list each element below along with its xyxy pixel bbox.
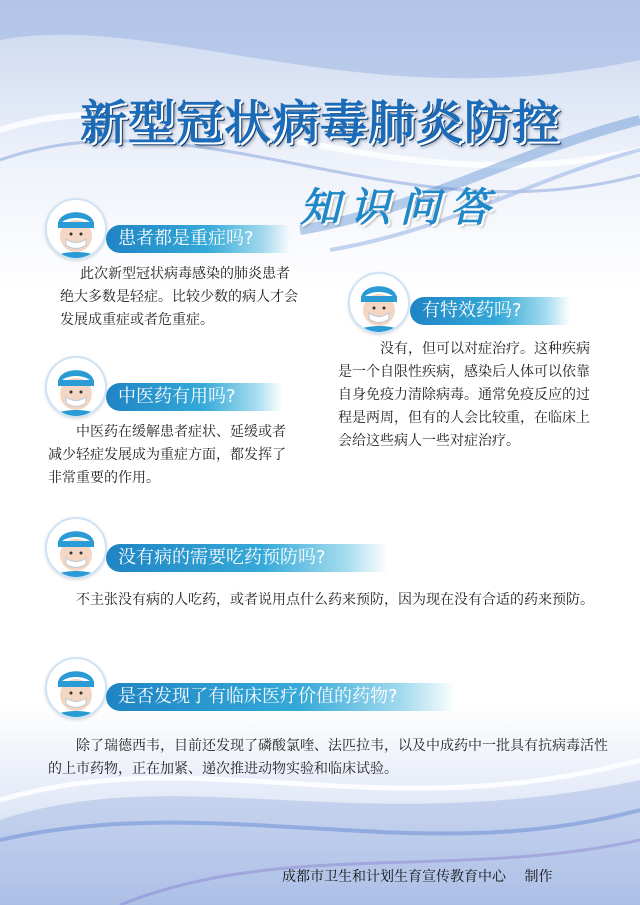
answer-1: 此次新型冠状病毒感染的肺炎患者绝大多数是轻症。比较少数的病人才会发展成重症或者危重症。 (60, 266, 298, 328)
question-bar-4: 没有病的需要吃药预防吗? (106, 544, 388, 572)
page-title: 新型冠状病毒肺炎防控 (80, 96, 560, 151)
question-bar-2: 有特效药吗? (410, 297, 570, 325)
answer-5: 除了瑞德西韦，目前还发现了磷酸氯喹、法匹拉韦，以及中成药中一批具有抗病毒活性的上市药物，正在加紧、递次推进动物实验和临床试验。 (48, 738, 608, 777)
doctor-avatar-icon (348, 272, 410, 334)
answer-3: 中医药在缓解患者症状、延缓或者减少轻症发展成为重症方面，都发挥了非常重要的作用。 (48, 424, 286, 486)
answer-4: 不主张没有病的人吃药，或者说用点什么药来预防，因为现在没有合适的药来预防。 (76, 592, 594, 608)
question-bar-3: 中医药有用吗? (106, 383, 282, 411)
page-subtitle: 知识问答 (300, 185, 500, 231)
doctor-avatar-icon (45, 198, 107, 260)
answer-2: 没有，但可以对症治疗。这种疾病是一个自限性疾病，感染后人体可以依靠自身免疫力清除病毒。通常免疫反应的过程是两周，但有的人会比较重，在临床上会给这些病人一些对症治疗。 (338, 341, 590, 449)
doctor-avatar-icon (45, 517, 107, 579)
doctor-avatar-icon (45, 356, 107, 418)
doctor-avatar-icon (45, 657, 107, 719)
question-bar-5: 是否发现了有临床医疗价值的药物? (106, 683, 456, 711)
question-bar-1: 患者都是重症吗? (106, 225, 290, 253)
footer-credit: 成都市卫生和计划生育宣传教育中心 制作 (282, 869, 553, 885)
